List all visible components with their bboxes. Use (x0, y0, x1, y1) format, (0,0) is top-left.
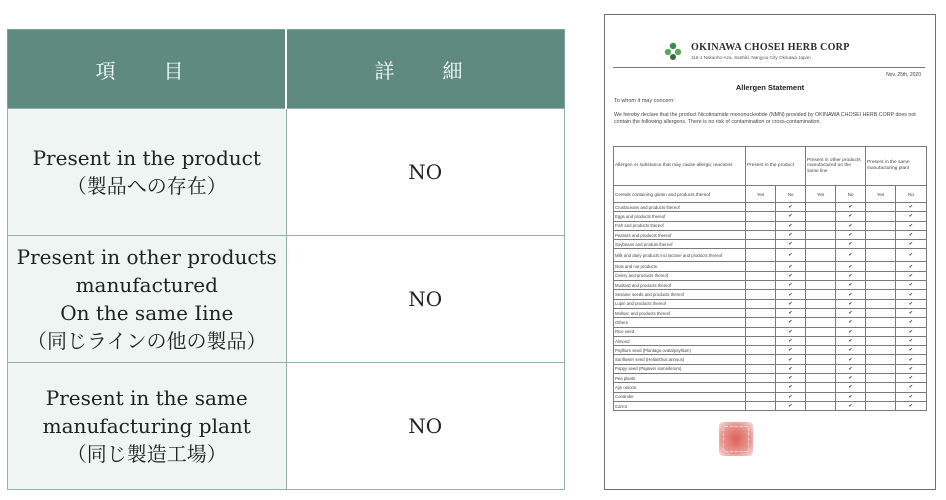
doc-check-mark: ✔ (896, 318, 927, 327)
allergen-statement-document (604, 14, 936, 490)
doc-check-mark: ✔ (896, 383, 927, 392)
doc-yes-cell (746, 230, 776, 239)
doc-yes-cell (806, 281, 836, 290)
doc-col-present-plant: Present in the same manufacturing plant (866, 147, 927, 186)
table-row (614, 212, 927, 221)
doc-check-mark: ✔ (896, 299, 927, 308)
doc-yes-cell (806, 383, 836, 392)
doc-yes-cell (746, 203, 776, 212)
doc-check-mark: ✔ (776, 212, 806, 221)
doc-yes-cell (866, 374, 896, 383)
doc-allergen-name: Eggs and products thereof (614, 212, 746, 221)
row-label (8, 109, 287, 236)
doc-yes-cell (806, 212, 836, 221)
doc-check-mark: ✔ (776, 327, 806, 336)
doc-check-mark: ✔ (776, 318, 806, 327)
doc-check-mark: ✔ (776, 221, 806, 230)
table-row (614, 240, 927, 249)
doc-allergen-name: Ajin onions (614, 383, 746, 392)
doc-check-mark: ✔ (896, 290, 927, 299)
table-row (8, 363, 565, 490)
doc-yes-cell (746, 262, 776, 271)
doc-yes-cell (746, 240, 776, 249)
doc-yes-cell (806, 221, 836, 230)
doc-yes-cell (806, 271, 836, 280)
letterhead-divider (613, 67, 925, 68)
doc-check-mark: ✔ (896, 221, 927, 230)
doc-yes-cell (866, 299, 896, 308)
doc-yes-cell (806, 249, 836, 262)
doc-yes-label: Yes (866, 186, 896, 203)
doc-check-mark: ✔ (836, 212, 866, 221)
doc-yes-cell (866, 281, 896, 290)
doc-yes-cell (806, 401, 836, 410)
doc-check-mark: ✔ (836, 271, 866, 280)
doc-yes-cell (866, 318, 896, 327)
table-row (614, 346, 927, 355)
doc-yes-cell (746, 355, 776, 364)
table-row (614, 262, 927, 271)
doc-allergen-name: Coriander (614, 392, 746, 401)
doc-check-mark: ✔ (896, 327, 927, 336)
company-address: 116-1 Nakaoho-Aza, Sashiki, Nanjyou-City Okinawa Japan (691, 55, 811, 60)
doc-check-mark: ✔ (776, 290, 806, 299)
table-row (614, 327, 927, 336)
doc-yes-cell (746, 299, 776, 308)
row-label-line: （同じ製造工場） (66, 442, 227, 466)
doc-allergen-name: Psyllium seed (Plantago ovata/psyllium) (614, 346, 746, 355)
doc-no-label: No (776, 186, 806, 203)
company-name: OKINAWA CHOSEI HERB CORP (691, 42, 850, 53)
doc-check-mark: ✔ (836, 249, 866, 262)
doc-yes-cell (746, 346, 776, 355)
table-row (614, 249, 927, 262)
doc-allergen-name: Soybeans and produts thereof (614, 240, 746, 249)
doc-check-mark: ✔ (836, 230, 866, 239)
doc-yes-cell (806, 299, 836, 308)
doc-check-mark: ✔ (836, 346, 866, 355)
doc-yes-cell (806, 240, 836, 249)
table-row (614, 355, 927, 364)
doc-check-mark: ✔ (776, 401, 806, 410)
document-table-header (614, 147, 927, 186)
doc-yes-cell (746, 327, 776, 336)
doc-yes-cell (866, 355, 896, 364)
doc-allergen-name: Peanuts and products thereof (614, 230, 746, 239)
doc-yes-cell (866, 327, 896, 336)
doc-check-mark: ✔ (836, 336, 866, 345)
doc-check-mark: ✔ (836, 308, 866, 317)
doc-col-present-product: Present in the product (746, 147, 806, 186)
doc-check-mark: ✔ (896, 249, 927, 262)
doc-yes-cell (866, 392, 896, 401)
doc-allergen-name: Crustaceans and products thereof (614, 203, 746, 212)
doc-check-mark: ✔ (776, 374, 806, 383)
doc-yes-cell (746, 281, 776, 290)
doc-yes-cell (866, 262, 896, 271)
table-row (614, 203, 927, 212)
document-allergen-table (613, 146, 927, 411)
row-label-line: Present in other products (16, 245, 277, 269)
doc-yes-cell (746, 290, 776, 299)
doc-allergen-name: Milk and dairy products incl lactose and products thereof (614, 249, 746, 262)
doc-check-mark: ✔ (896, 336, 927, 345)
doc-yes-cell (866, 203, 896, 212)
doc-yes-cell (806, 203, 836, 212)
doc-yes-cell (866, 240, 896, 249)
doc-yes-cell (806, 346, 836, 355)
table-row (614, 392, 927, 401)
doc-yes-cell (746, 364, 776, 373)
row-label-line: （同じラインの他の製品） (27, 329, 267, 353)
doc-yes-cell (746, 383, 776, 392)
doc-yes-cell (746, 374, 776, 383)
table-row (8, 236, 565, 363)
doc-check-mark: ✔ (896, 401, 927, 410)
doc-check-mark: ✔ (776, 299, 806, 308)
header-item: 項 目 (8, 30, 287, 109)
doc-yes-cell (746, 271, 776, 280)
doc-check-mark: ✔ (896, 392, 927, 401)
doc-check-mark: ✔ (836, 318, 866, 327)
row-label-line: manufacturing plant (42, 414, 251, 438)
doc-yes-cell (746, 221, 776, 230)
doc-yes-cell (806, 308, 836, 317)
doc-check-mark: ✔ (836, 240, 866, 249)
doc-check-mark: ✔ (836, 355, 866, 364)
document-date: Nov. 25th, 2020 (886, 72, 921, 78)
document-salutation: To whom it may concern: (614, 98, 675, 104)
doc-check-mark: ✔ (776, 336, 806, 345)
doc-yes-cell (746, 308, 776, 317)
table-row (614, 318, 927, 327)
doc-yes-cell (746, 249, 776, 262)
doc-yes-cell (866, 230, 896, 239)
doc-yes-cell (746, 318, 776, 327)
row-label-line: Present in the product (32, 146, 261, 170)
row-label (8, 236, 287, 363)
doc-no-label: No (896, 186, 927, 203)
doc-yes-cell (866, 249, 896, 262)
doc-check-mark: ✔ (896, 374, 927, 383)
table-row (614, 281, 927, 290)
doc-check-mark: ✔ (836, 203, 866, 212)
doc-yes-cell (746, 392, 776, 401)
doc-check-mark: ✔ (836, 281, 866, 290)
doc-allergen-name: Sesame seeds and products thereof (614, 290, 746, 299)
row-value: NO (286, 109, 565, 236)
doc-yes-cell (806, 374, 836, 383)
doc-check-mark: ✔ (896, 308, 927, 317)
doc-allergen-name: Almond (614, 336, 746, 345)
doc-allergen-name: Sunflower seed (Helianthus annuus) (614, 355, 746, 364)
table-row (614, 299, 927, 308)
doc-check-mark: ✔ (776, 249, 806, 262)
doc-yes-cell (746, 336, 776, 345)
doc-check-mark: ✔ (896, 240, 927, 249)
header-detail: 詳 細 (286, 30, 565, 109)
doc-yes-cell (866, 383, 896, 392)
doc-yes-cell (866, 271, 896, 280)
doc-yes-cell (866, 336, 896, 345)
doc-yes-cell (806, 230, 836, 239)
table-row (614, 271, 927, 280)
doc-check-mark: ✔ (836, 290, 866, 299)
doc-allergen-name: Poppy seed (Papaver somniferum) (614, 364, 746, 373)
doc-yes-cell (866, 346, 896, 355)
doc-allergen-name: Lupin and products thereof (614, 299, 746, 308)
table-row (614, 308, 927, 317)
table-row (614, 290, 927, 299)
row-label-line: Present in the same (45, 386, 248, 410)
table-row (614, 383, 927, 392)
doc-check-mark: ✔ (836, 262, 866, 271)
doc-yes-label: Yes (806, 186, 836, 203)
table-row (614, 221, 927, 230)
doc-allergen-name: Others (614, 318, 746, 327)
doc-col-allergen: Allergen or substance that may cause allergic reactions (614, 147, 746, 186)
doc-check-mark: ✔ (836, 364, 866, 373)
doc-check-mark: ✔ (776, 392, 806, 401)
doc-check-mark: ✔ (776, 281, 806, 290)
doc-yes-cell (806, 355, 836, 364)
doc-check-mark: ✔ (836, 383, 866, 392)
doc-check-mark: ✔ (836, 392, 866, 401)
doc-allergen-name: Fish and products thereof (614, 221, 746, 230)
doc-yes-cell (866, 212, 896, 221)
doc-check-mark: ✔ (836, 221, 866, 230)
doc-check-mark: ✔ (776, 383, 806, 392)
table-row (614, 401, 927, 410)
doc-check-mark: ✔ (896, 230, 927, 239)
doc-check-mark: ✔ (896, 262, 927, 271)
doc-check-mark: ✔ (896, 346, 927, 355)
company-logo-icon (663, 41, 683, 61)
doc-allergen-name: Cereals containing gluten and products thereof (614, 186, 746, 203)
doc-check-mark: ✔ (836, 374, 866, 383)
doc-check-mark: ✔ (896, 271, 927, 280)
doc-check-mark: ✔ (776, 346, 806, 355)
doc-yes-cell (746, 401, 776, 410)
doc-yes-cell (806, 364, 836, 373)
doc-allergen-name: Rice seed (614, 327, 746, 336)
doc-yes-cell (806, 327, 836, 336)
table-row (614, 336, 927, 345)
doc-yes-cell (866, 221, 896, 230)
doc-yes-label: Yes (746, 186, 776, 203)
company-seal-stamp (719, 422, 753, 456)
doc-yes-cell (806, 318, 836, 327)
doc-check-mark: ✔ (896, 212, 927, 221)
doc-yes-cell (866, 308, 896, 317)
doc-check-mark: ✔ (896, 281, 927, 290)
doc-check-mark: ✔ (776, 262, 806, 271)
doc-yes-cell (866, 290, 896, 299)
row-label-line: On the same Iine (60, 301, 234, 325)
doc-check-mark: ✔ (836, 299, 866, 308)
doc-col-present-line: Present in other products manufactured on the same line (806, 147, 866, 186)
doc-allergen-name: Mustard and products thereof (614, 281, 746, 290)
doc-allergen-name: Celery and products thereof (614, 271, 746, 280)
doc-check-mark: ✔ (896, 355, 927, 364)
table-header-row (8, 30, 565, 109)
doc-check-mark: ✔ (776, 203, 806, 212)
doc-yes-cell (806, 392, 836, 401)
row-label (8, 363, 287, 490)
doc-yes-cell (806, 336, 836, 345)
doc-yes-cell (866, 401, 896, 410)
row-value: NO (286, 236, 565, 363)
doc-yes-cell (866, 364, 896, 373)
doc-check-mark: ✔ (776, 364, 806, 373)
table-row (614, 364, 927, 373)
doc-allergen-name: Nuts and nut products (614, 262, 746, 271)
doc-yes-cell (746, 212, 776, 221)
table-row (8, 109, 565, 236)
document-title: Allergen Statement (735, 83, 805, 92)
document-declaration: We hereby declare that the product Nicotinamide mononucleotide (NMN) provided by OKINAWA CHOSEI HERB CORP does not contain the following allergens. There is no risk of contamination or cross-contamination. (614, 112, 916, 125)
table-row (614, 186, 927, 203)
doc-check-mark: ✔ (776, 271, 806, 280)
doc-allergen-name: Carrot (614, 401, 746, 410)
doc-allergen-name: Mollusc and products thereof (614, 308, 746, 317)
doc-check-mark: ✔ (896, 203, 927, 212)
doc-check-mark: ✔ (776, 230, 806, 239)
row-label-line: （製品への存在） (66, 174, 227, 198)
doc-check-mark: ✔ (776, 308, 806, 317)
doc-check-mark: ✔ (896, 364, 927, 373)
table-row (614, 230, 927, 239)
doc-check-mark: ✔ (836, 401, 866, 410)
doc-yes-cell (806, 262, 836, 271)
doc-check-mark: ✔ (776, 240, 806, 249)
row-label-line: manufactured (75, 273, 218, 297)
allergen-summary-table (7, 29, 565, 490)
row-value: NO (286, 363, 565, 490)
table-row (614, 374, 927, 383)
doc-check-mark: ✔ (776, 355, 806, 364)
doc-allergen-name: Pea plants (614, 374, 746, 383)
doc-check-mark: ✔ (836, 327, 866, 336)
doc-no-label: No (836, 186, 866, 203)
doc-yes-cell (806, 290, 836, 299)
